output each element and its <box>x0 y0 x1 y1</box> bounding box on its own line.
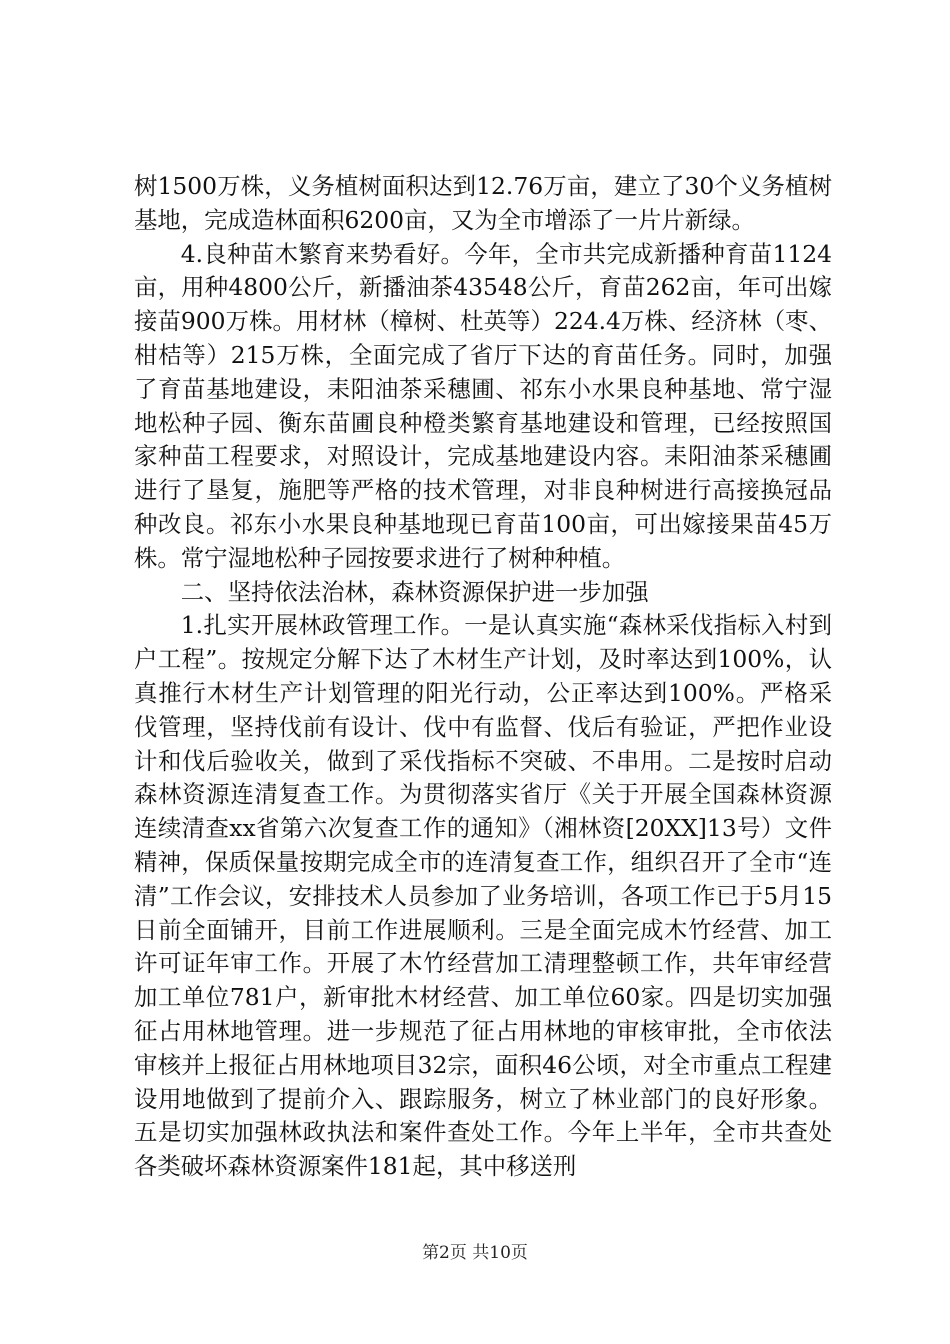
page-footer <box>0 1242 950 1264</box>
section-heading: 二、坚持依法治林，森林资源保护进一步加强 <box>180 577 649 606</box>
paragraph-1: 树1500万株，义务植树面积达到12.76万亩，建立了30个义务植树基地，完成造林面积6200亩，又为全市增添了一片片新绿。 <box>134 172 832 234</box>
paragraph-2: 4.良种苗木繁育来势看好。今年，全市共完成新播种育苗1124亩，用种4800公斤，新播油茶43548公斤，育苗262亩，年可出嫁接苗900万株。用材林（樟树、杜英等）224.4万株、经济林（枣、柑桔等）215万株，全面完成了省厅下达的育苗任务。同时，加强了育苗基地建设，耒阳油茶采穗圃、祁东小水果良种基地、常宁湿地松种子园、衡东苗圃良种橙类繁育基地建设和管理，已经按照国家种苗工程要求，对照设计，完成基地建设内容。耒阳油茶采穗圃进行了垦复，施肥等严格的技术管理，对非良种树进行高接换冠品种改良。祁东小水果良种基地现已育苗100亩，可出嫁接果苗45万株。常宁湿地松种子园按要求进行了树种种植。 <box>134 239 832 572</box>
paragraph-4: 1.扎实开展林政管理工作。一是认真实施“森林采伐指标入村到户工程”。按规定分解下达了木材生产计划，及时率达到100%，认真推行木材生产计划管理的阳光行动，公正率达到100%。严格采伐管理，坚持伐前有设计、伐中有监督、伐后有验证，严把作业设计和伐后验收关，做到了采伐指标不突破、不串用。二是按时启动森林资源连清复查工作。为贯彻落实省厅《关于开展全国森林资源连续清查xx省第六次复查工作的通知》（湘林资[20XX]13号）文件精神，保质保量按期完成全市的连清复查工作，组织召开了全市“连清”工作会议，安排技术人员参加了业务培训，各项工作已于5月15日前全面铺开，目前工作进展顺利。三是全面完成木竹经营、加工许可证年审工作。开展了木竹经营加工清理整顿工作，共年审经营加工单位781户，新审批木材经营、加工单位60家。四是切实加强征占用林地管理。进一步规范了征占用林地的审核审批，全市依法审核并上报征占用林地项目32宗，面积46公顷，对全市重点工程建设用地做到了提前介入、跟踪服务，树立了林业部门的良好形象。五是切实加强林政执法和案件查处工作。今年上半年，全市共查处各类破坏森林资源案件181起，其中移送刑 <box>134 611 832 1181</box>
page-number-label: 第2页 共10页 <box>422 1243 528 1263</box>
document-body <box>134 170 832 1184</box>
